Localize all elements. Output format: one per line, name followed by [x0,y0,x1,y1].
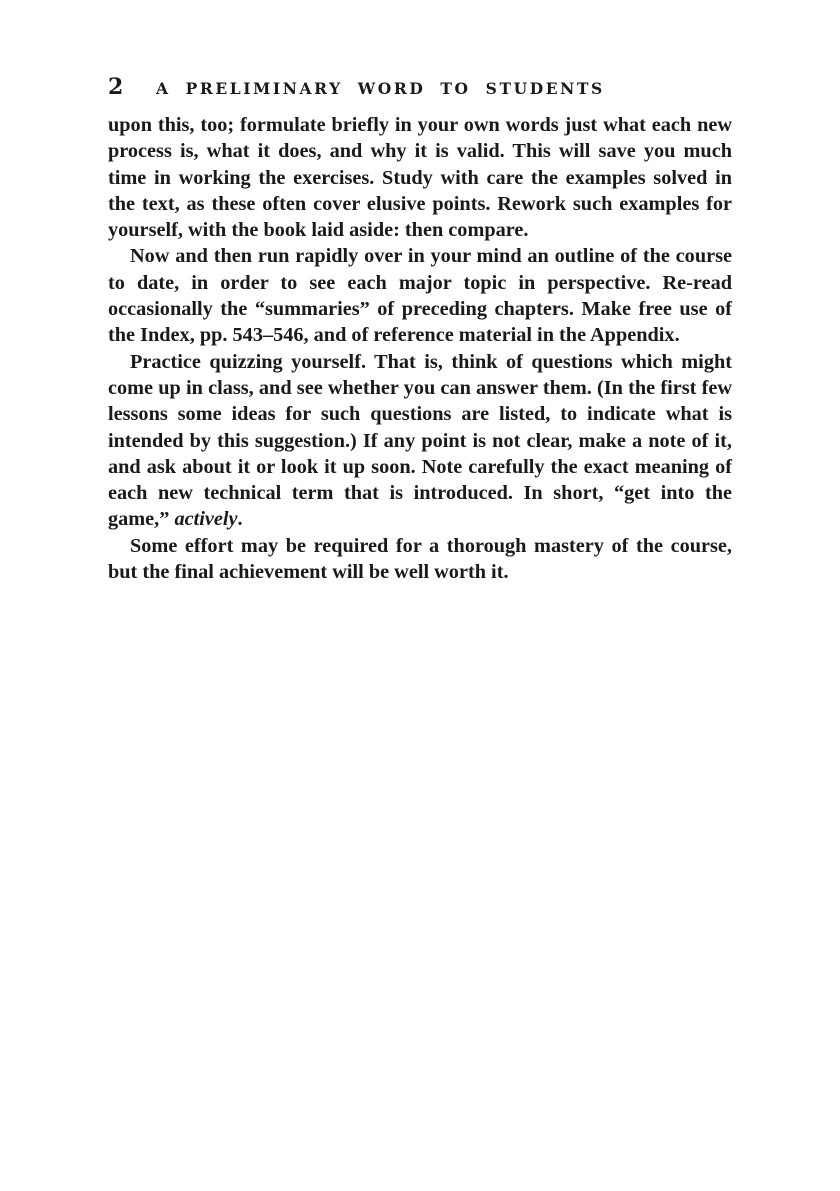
book-page [108,74,732,585]
paragraph-closing: Some effort may be required for a thorough mastery of the course, but the final achievement will be well worth it. [108,534,732,584]
running-head [108,74,732,104]
running-title: A PRELIMINARY WORD TO STUDENTS [156,79,605,98]
paragraph-quizzing-tail: . [237,508,243,531]
body-text [108,112,732,585]
paragraph-outline: Now and then run rapidly over in your mind an outline of the course to date, in order to see each major topic in perspective. Re-read occasionally the “summaries” of preceding chapters. Make free use of the Index, pp. 543–546, and of reference material in the Appendix. [108,245,732,347]
page-number: 2 [108,74,124,100]
emphasis-actively: actively [174,508,238,531]
paragraph-quizzing [108,349,732,533]
paragraph-quizzing-text: Practice quizzing yourself. That is, think of questions which might come up in class, and see whether you can answer them. (In the first few lessons some ideas for such questions are listed, to indicate what is intended by this suggestion.) If any point is not clear, make a note of it, and ask about it or look it up soon. Note carefully the exact meaning of each new technical term that is introduced. In short, “get into the game,” [108,350,732,531]
paragraph-continuation: upon this, too; formulate briefly in your own words just what each new process is, what it does, and why it is valid. This will save you much time in working the exercises. Study with care the examples solved in the text, as these often cover elusive points. Rework such examples for yourself, with the book laid aside: then compare. [108,114,732,242]
